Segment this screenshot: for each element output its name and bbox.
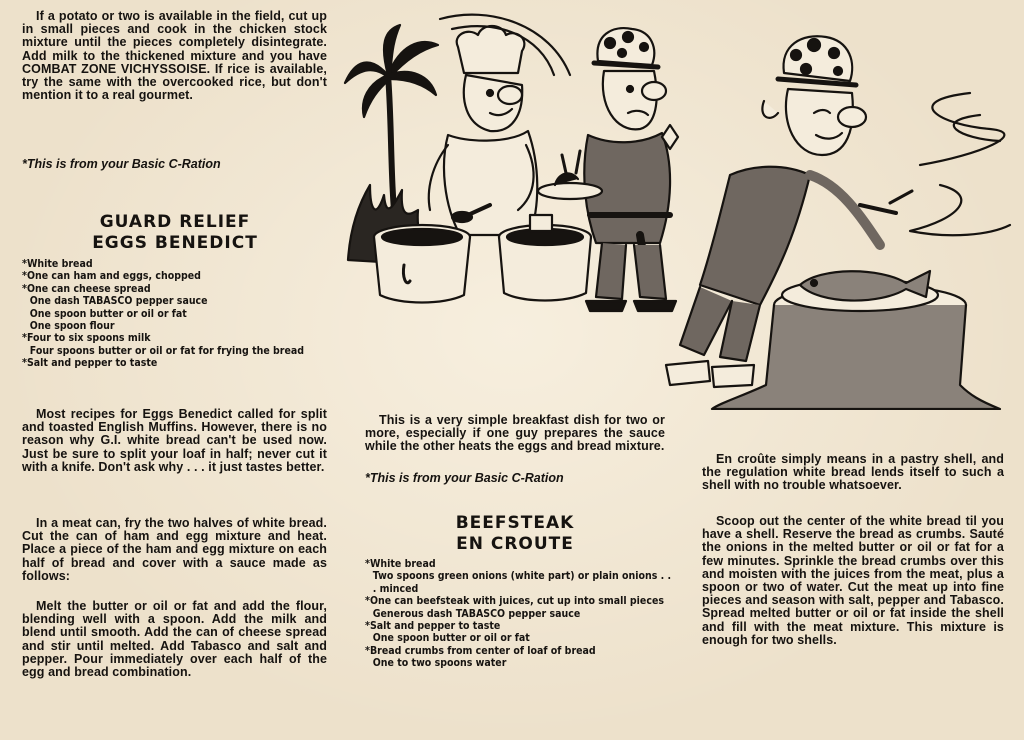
paragraph-fry: In a meat can, fry the two halves of white bread. Cut the can of ham and egg mixture and heat. Place a piece of the ham and egg mixture on each half of bread and cover with a sauce made as follows: (22, 516, 327, 583)
ingredient: *Four to six spoons milk (22, 331, 151, 345)
pot-left-icon (374, 225, 470, 303)
ingredient: Generous dash TABASCO pepper sauce (372, 606, 581, 620)
paragraph-en-croute: En croûte simply means in a pastry shell, and the regulation white bread lends itself to such a shell with no trouble whatsoever. (702, 452, 1004, 493)
ingredient: One to two spoons water (372, 656, 507, 670)
footnote-c-ration-1: *This is from your Basic C-Ration (22, 157, 221, 171)
ingredient: One spoon butter or oil or fat (29, 306, 187, 320)
ingredient: *Salt and pepper to taste (365, 619, 501, 633)
ingredient: *Bread crumbs from center of loaf of bread (365, 643, 596, 657)
plate-fish-icon (782, 271, 938, 311)
ingredient: One dash TABASCO pepper sauce (29, 294, 208, 308)
beef-title-line1: BEEFSTEAK (455, 513, 575, 533)
ingredient: *One can beefsteak with juices, cut up into small pieces (365, 594, 664, 608)
ingredient: *White bread (365, 557, 436, 570)
ingredient: Four spoons butter or oil or fat for frying the bread (29, 343, 305, 357)
cartoon-illustration (340, 5, 1020, 410)
recipe-title-eggs-benedict (40, 212, 310, 254)
intro-paragraph: If a potato or two is available in the field, cut up in small pieces and cook in the chicken stock mixture until the pieces completely disintegrate. Add milk to the thickened mixture and you have COMBAT ZONE VICHYSSOISE. If rice is available, try the same with the overcooked rice, but don't mention it to a real gourmet. (22, 9, 327, 103)
eggs-title-line1: GUARD RELIEF (99, 212, 251, 232)
recipe-title-beefsteak (395, 513, 635, 555)
ingredients-beefsteak (365, 557, 672, 670)
ingredient: *One can ham and eggs, chopped (22, 269, 201, 283)
footnote-c-ration-2: *This is from your Basic C-Ration (365, 471, 564, 485)
paragraph-sauce: Melt the butter or oil or fat and add the flour, blending well with a spoon. Add the milk and blend until smooth. Add the can of cheese spread and stir until melted. Add Tabasco and salt and pepper. Pour immediately over each half of the egg and bread combination. (22, 599, 327, 680)
paragraph-scoop: Scoop out the center of the white bread til you have a shell. Reserve the bread as crumbs. Sauté the onions in the melted butter or oil or fat for a few minutes. Sprinkle the bread crumbs over this and moisten with the juices from the meat, plus a spoon or two of water. Cut the meat up into fine pieces and season with salt, pepper and Tabasco. Spread melted butter or oil or fat inside the shell and fill with the meat mixture. This mixture is enough for two shells. (702, 514, 1004, 647)
eggs-title-line2: EGGS BENEDICT (92, 233, 258, 253)
ingredients-eggs-benedict (22, 258, 322, 370)
ingredient: One spoon flour (29, 319, 115, 333)
cook-character-icon (429, 26, 537, 235)
ingredient: *Salt and pepper to taste (22, 356, 158, 370)
beef-title-line2: EN CROUTE (456, 534, 574, 554)
pot-right-icon (499, 215, 591, 301)
palm-tree-icon (345, 25, 438, 235)
ingredient: One spoon butter or oil or fat (372, 631, 530, 645)
ingredient: *One can cheese spread (22, 281, 151, 295)
ingredient: *White bread (22, 257, 93, 270)
ingredient: Two spoons green onions (white part) or plain onions . . . minced (372, 569, 672, 595)
paragraph-muffins: Most recipes for Eggs Benedict called for split and toasted English Muffins. However, there is no reason why G.I. white bread can't be used now. Just be sure to split your loaf in half; never cut it with a knife. Don't ask why . . . it just tastes better. (22, 407, 327, 474)
paragraph-simple-breakfast: This is a very simple breakfast dish for two or more, especially if one guy prepares the sauce while the other heats the eggs and bread mixture. (365, 413, 665, 454)
